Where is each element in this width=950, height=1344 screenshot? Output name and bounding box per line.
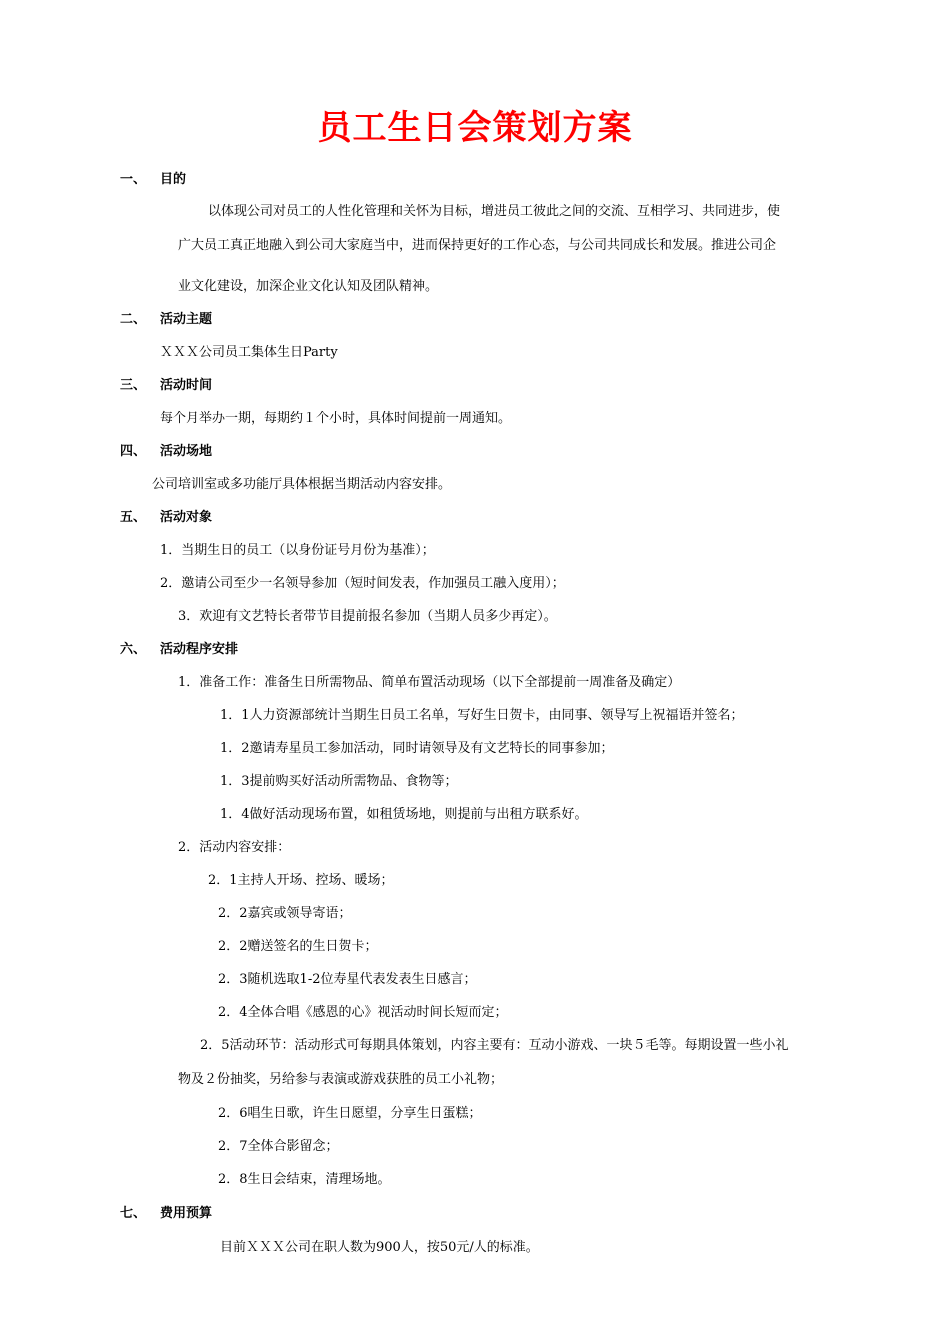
- theme-text: ＸＸＸ公司员工集体生日Party: [160, 345, 338, 360]
- section-number: 二、: [120, 312, 147, 327]
- content-item: 2．2嘉宾或领导寄语；: [218, 906, 352, 921]
- page-title: 员工生日会策划方案: [317, 108, 633, 148]
- section-heading-program: [120, 638, 238, 657]
- time-text: 每个月举办一期，每期约１个小时，具体时间提前一周通知。: [160, 411, 512, 426]
- section-heading-theme: [120, 308, 212, 327]
- section-heading-time: [120, 374, 212, 393]
- section-heading-targets: [120, 506, 212, 525]
- section-number: 四、: [120, 444, 147, 459]
- section-title: 活动时间: [160, 378, 213, 393]
- content-item: 2．6唱生日歌，许生日愿望，分享生日蛋糕；: [218, 1106, 482, 1121]
- content-item: 物及２份抽奖，另给参与表演或游戏获胜的员工小礼物；: [178, 1072, 504, 1087]
- prep-item: 1．2邀请寿星员工参加活动，同时请领导及有文艺特长的同事参加；: [220, 741, 614, 756]
- section-title: 活动程序安排: [160, 642, 239, 657]
- purpose-line: 以体现公司对员工的人性化管理和关怀为目标，增进员工彼此之间的交流、互相学习、共同进步，使: [208, 204, 781, 219]
- section-heading-venue: [120, 440, 212, 459]
- budget-text: 目前ＸＸＸ公司在职人数为900人，按50元/人的标准。: [220, 1240, 539, 1255]
- content-item: 2．7全体合影留念；: [218, 1139, 339, 1154]
- content-item: 2．5活动环节：活动形式可每期具体策划，内容主要有：互动小游戏、一块５毛等。每期设置一些小礼: [200, 1038, 789, 1053]
- purpose-line: 业文化建设，加深企业文化认知及团队精神。: [178, 279, 439, 294]
- program-prep-title: 1．准备工作：准备生日所需物品、简单布置活动现场（以下全部提前一周准备及确定）: [178, 675, 681, 690]
- prep-item: 1．1人力资源部统计当期生日员工名单，写好生日贺卡，由同事、领导写上祝福语并签名；: [220, 708, 744, 723]
- content-item: 2．4全体合唱《感恩的心》视活动时间长短而定；: [218, 1005, 508, 1020]
- section-title: 活动对象: [160, 510, 213, 525]
- prep-item: 1．3提前购买好活动所需物品、食物等；: [220, 774, 458, 789]
- content-item: 2．3随机选取1-2位寿星代表发表生日感言；: [218, 972, 477, 987]
- section-number: 六、: [120, 642, 147, 657]
- program-content-title: 2．活动内容安排：: [178, 840, 291, 855]
- target-item: 2．邀请公司至少一名领导参加（短时间发表，作加强员工融入度用）；: [160, 576, 565, 591]
- content-item: 2．2赠送签名的生日贺卡；: [218, 939, 378, 954]
- section-number: 五、: [120, 510, 147, 525]
- section-heading-budget: [120, 1202, 212, 1221]
- venue-text: 公司培训室或多功能厅具体根据当期活动内容安排。: [152, 477, 452, 492]
- target-item: 1．当期生日的员工（以身份证号月份为基准）；: [160, 543, 435, 558]
- section-title: 活动主题: [160, 312, 213, 327]
- section-title: 目的: [160, 172, 187, 187]
- section-number: 一、: [120, 172, 147, 187]
- content-item: 2．1主持人开场、控场、暖场；: [208, 873, 394, 888]
- section-title: 活动场地: [160, 444, 213, 459]
- prep-item: 1．4做好活动现场布置，如租赁场地，则提前与出租方联系好。: [220, 807, 588, 822]
- target-item: 3．欢迎有文艺特长者带节目提前报名参加（当期人员多少再定）。: [178, 609, 557, 624]
- section-heading-purpose: [120, 168, 186, 187]
- section-title: 费用预算: [160, 1206, 213, 1221]
- section-number: 七、: [120, 1206, 147, 1221]
- purpose-line: 广大员工真正地融入到公司大家庭当中，进而保持更好的工作心态，与公司共同成长和发展。推进公司企: [178, 238, 777, 253]
- content-item: 2．8生日会结束，清理场地。: [218, 1172, 391, 1187]
- section-number: 三、: [120, 378, 147, 393]
